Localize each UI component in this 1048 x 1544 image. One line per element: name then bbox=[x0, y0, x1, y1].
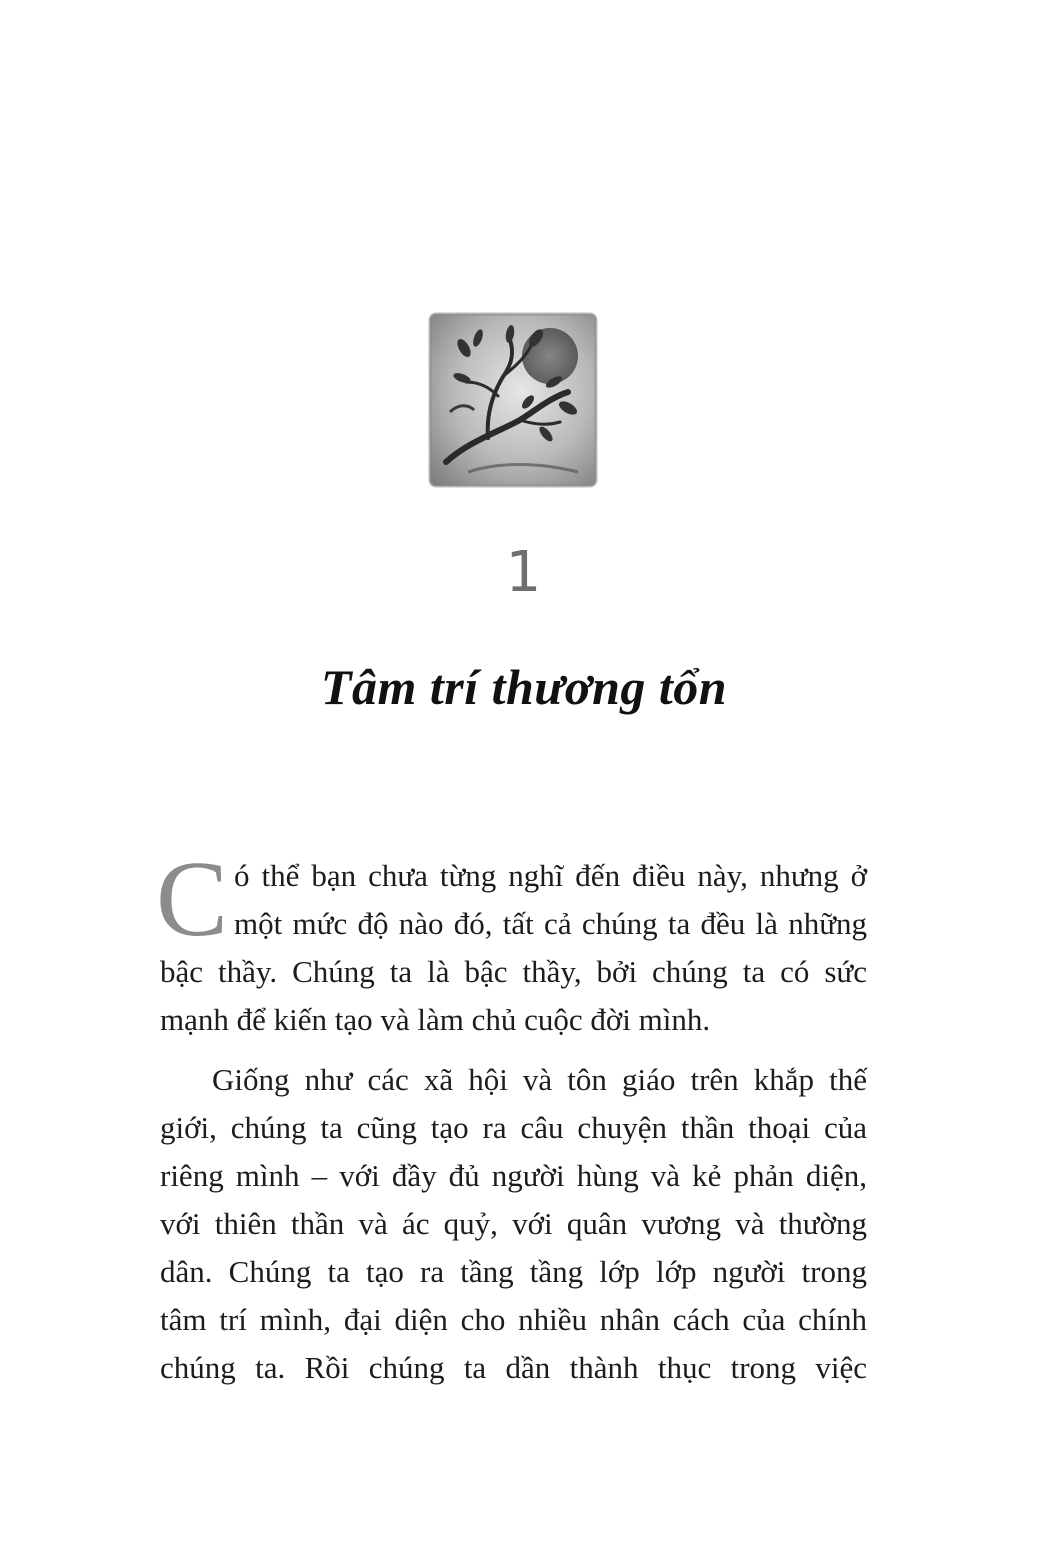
body-line: giới, chúng ta cũng tạo ra câu chuyện thần thoại của bbox=[160, 1110, 867, 1145]
chapter-number: 1 bbox=[505, 540, 543, 605]
body-line: một mức độ nào đó, tất cả chúng ta đều là những bbox=[234, 906, 867, 941]
body-line: dân. Chúng ta tạo ra tầng tầng lớp lớp người trong bbox=[160, 1254, 867, 1289]
body-line: ó thể bạn chưa từng nghĩ đến điều này, nhưng ở bbox=[234, 858, 867, 893]
paragraph-1 bbox=[156, 840, 867, 1044]
drop-cap: C bbox=[156, 840, 229, 959]
body-line: Giống như các xã hội và tôn giáo trên khắp thế bbox=[212, 1062, 867, 1097]
chapter-title: Tâm trí thương tổn bbox=[320, 659, 728, 715]
body-line: mạnh để kiến tạo và làm chủ cuộc đời mình. bbox=[160, 1002, 711, 1037]
body-line: tâm trí mình, đại diện cho nhiều nhân cách của chính bbox=[160, 1302, 867, 1337]
body-line: với thiên thần và ác quỷ, với quân vương và thường bbox=[160, 1206, 867, 1241]
body-line: chúng ta. Rồi chúng ta dần thành thục trong việc bbox=[160, 1350, 867, 1385]
body-line: riêng mình – với đầy đủ người hùng và kẻ phản diện, bbox=[160, 1158, 867, 1193]
chapter-body bbox=[156, 840, 867, 1392]
paragraph-2 bbox=[160, 1056, 867, 1392]
body-line: bậc thầy. Chúng ta là bậc thầy, bởi chúng ta có sức bbox=[160, 954, 867, 989]
tree-branch-icon bbox=[428, 312, 598, 488]
